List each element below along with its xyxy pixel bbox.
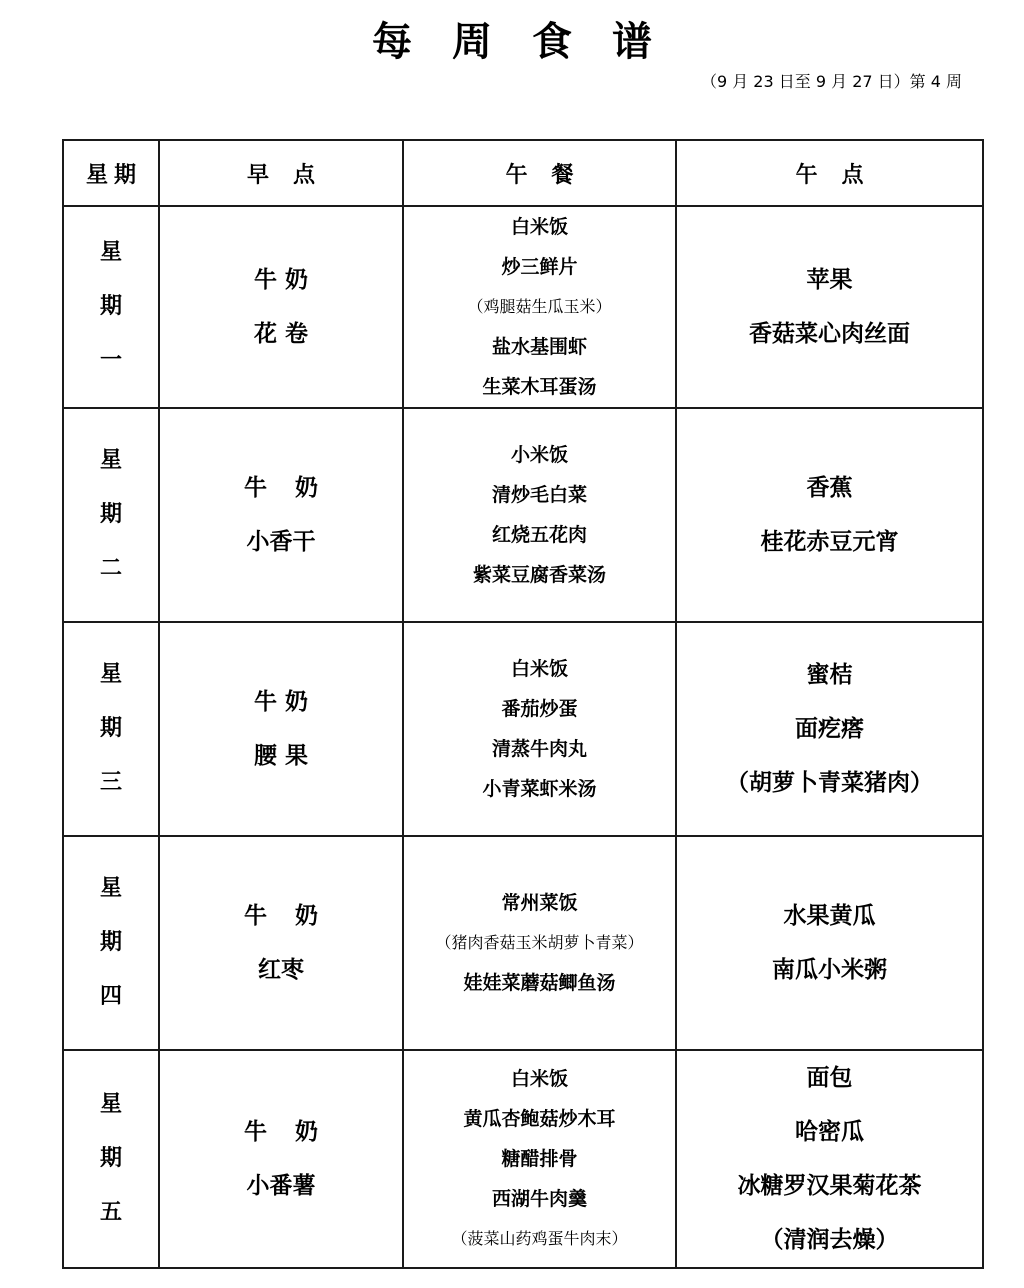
day-char: 期 [99, 502, 122, 527]
snack-item: 面疙瘩 [795, 716, 864, 742]
breakfast-item: 小香干 [246, 529, 316, 555]
header-lunch: 午餐 [403, 140, 676, 206]
lunch-item: 炒三鲜片 [501, 256, 578, 278]
snack-item-note: （清润去燥） [760, 1227, 899, 1253]
day-char: 三 [99, 770, 122, 795]
snack-item: 南瓜小米粥 [772, 957, 887, 983]
lunch-item: 番茄炒蛋 [501, 698, 578, 720]
lunch-item: 娃娃菜蘑菇鲫鱼汤 [463, 972, 616, 994]
day-cell [63, 1050, 159, 1268]
snack-cell [676, 408, 983, 622]
day-char: 一 [99, 348, 122, 373]
page-title: 每周食谱 [372, 19, 692, 65]
lunch-item: 小米饭 [510, 444, 568, 466]
snack-item: 蜜桔 [806, 662, 853, 688]
lunch-item: 盐水基围虾 [491, 336, 587, 358]
day-cell [63, 206, 159, 408]
lunch-cell [403, 1050, 676, 1268]
snack-cell [676, 206, 983, 408]
breakfast-item: 牛奶 [244, 903, 346, 929]
breakfast-cell [159, 836, 403, 1050]
lunch-item: 红烧五花肉 [491, 524, 587, 546]
day-char: 期 [99, 716, 122, 741]
snack-cell [676, 1050, 983, 1268]
table-row-monday [63, 206, 983, 408]
day-char: 期 [99, 1146, 122, 1171]
lunch-item: 白米饭 [510, 216, 568, 238]
header-row [63, 140, 983, 206]
lunch-item: 清蒸牛肉丸 [491, 738, 587, 760]
lunch-cell [403, 836, 676, 1050]
lunch-cell [403, 206, 676, 408]
day-char: 五 [99, 1200, 122, 1225]
lunch-item: 清炒毛白菜 [491, 484, 587, 506]
table-row-thursday [63, 836, 983, 1050]
lunch-item: 糖醋排骨 [501, 1148, 578, 1170]
breakfast-item: 花卷 [254, 321, 316, 347]
snack-cell [676, 836, 983, 1050]
snack-item: 苹果 [806, 267, 853, 293]
snack-item: 面包 [806, 1065, 853, 1091]
breakfast-item: 红枣 [258, 957, 304, 983]
breakfast-item: 牛奶 [254, 689, 316, 715]
day-char: 期 [99, 930, 122, 955]
breakfast-item: 牛奶 [254, 267, 316, 293]
lunch-item: 白米饭 [510, 1068, 568, 1090]
lunch-item: 白米饭 [510, 658, 568, 680]
lunch-item: 黄瓜杏鲍菇炒木耳 [463, 1108, 616, 1130]
date-range-subtitle: （9 月 23 日至 9 月 27 日）第 4 周 [700, 72, 962, 91]
breakfast-item: 小番薯 [246, 1173, 316, 1199]
breakfast-cell [159, 1050, 403, 1268]
snack-cell [676, 622, 983, 836]
day-cell [63, 836, 159, 1050]
day-char: 星 [99, 662, 122, 687]
lunch-item: 小青菜虾米汤 [482, 778, 597, 800]
breakfast-cell [159, 206, 403, 408]
snack-item: 哈密瓜 [795, 1119, 864, 1145]
day-char: 星 [99, 1092, 122, 1117]
header-day: 星期 [63, 140, 159, 206]
snack-item: 水果黄瓜 [783, 903, 876, 929]
breakfast-item: 腰果 [254, 743, 316, 769]
header-breakfast: 早点 [159, 140, 403, 206]
snack-item: 冰糖罗汉果菊花茶 [737, 1173, 922, 1199]
day-char: 期 [99, 294, 122, 319]
snack-item: 香菇菜心肉丝面 [749, 321, 910, 347]
lunch-item-note: （菠菜山药鸡蛋牛肉末） [451, 1229, 628, 1248]
lunch-item-note: （鸡腿菇生瓜玉米） [467, 297, 612, 316]
lunch-item: 生菜木耳蛋汤 [482, 376, 597, 398]
weekly-menu-table [62, 139, 984, 1269]
lunch-item: 紫菜豆腐香菜汤 [472, 564, 606, 586]
day-char: 星 [99, 876, 122, 901]
table-row-wednesday [63, 622, 983, 836]
breakfast-cell [159, 408, 403, 622]
lunch-cell [403, 622, 676, 836]
snack-item: 桂花赤豆元宵 [760, 529, 899, 555]
lunch-item-note: （猪肉香菇玉米胡萝卜青菜） [435, 933, 644, 952]
table-row-friday [63, 1050, 983, 1268]
day-cell [63, 408, 159, 622]
breakfast-cell [159, 622, 403, 836]
header-snack: 午点 [676, 140, 983, 206]
day-char: 四 [99, 984, 122, 1009]
snack-item: 香蕉 [806, 475, 853, 501]
day-char: 星 [99, 448, 122, 473]
lunch-item: 常州菜饭 [501, 892, 578, 914]
lunch-cell [403, 408, 676, 622]
day-char: 二 [99, 556, 122, 581]
snack-item-note: （胡萝卜青菜猪肉） [726, 770, 933, 796]
day-cell [63, 622, 159, 836]
breakfast-item: 牛奶 [244, 475, 346, 501]
lunch-item: 西湖牛肉羹 [491, 1188, 587, 1210]
breakfast-item: 牛奶 [244, 1119, 346, 1145]
table-row-tuesday [63, 408, 983, 622]
day-char: 星 [99, 240, 122, 265]
